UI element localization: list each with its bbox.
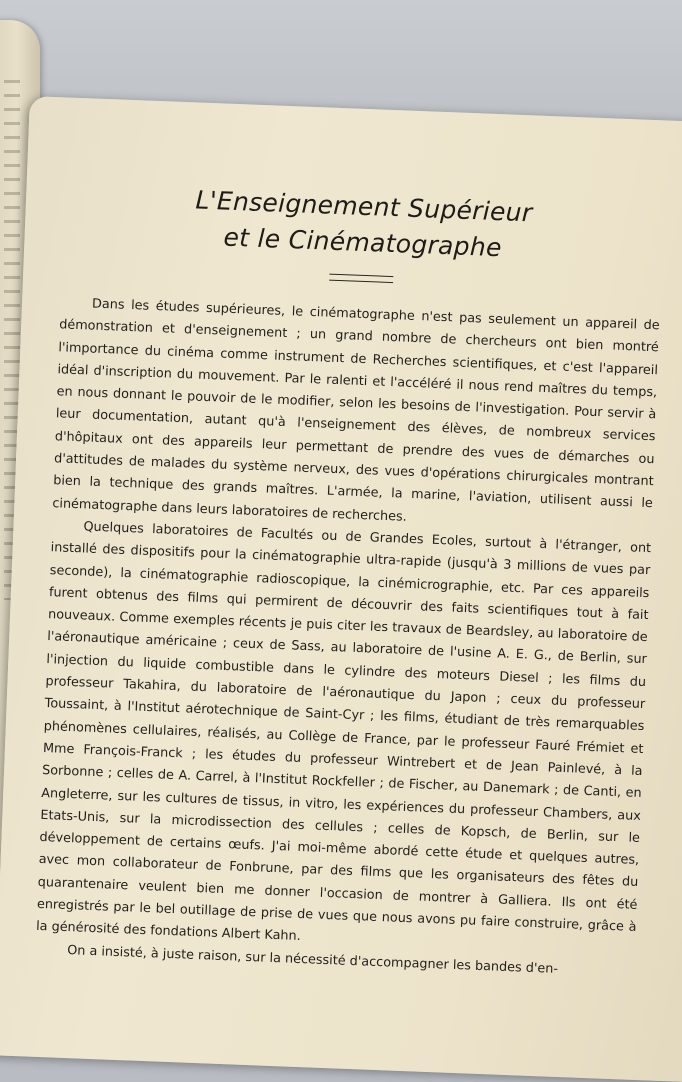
article-title xyxy=(62,177,664,272)
paragraph-3: On a insisté, à juste raison, sur la nécessité d'accompagner les bandes d'en- xyxy=(66,942,559,977)
title-line-1: L'Enseignement Supérieur xyxy=(195,185,533,228)
paragraph-2: Quelques laboratoires de Facultés ou de Grandes Ecoles, surtout à l'étranger, ont installé des dispositifs pour la cinématographie ultra-rapide (jusqu'à 3 millions de vues par seconde), la cinématographie radioscopique, la cinémicrographie, etc. Par ces appareils furent obtenus des films qui permirent de découvrir des faits scientifiques tout à fait nouveaux. Comme exemples récents je puis citer les travaux de Beardsley, au laboratoire de l'aéronautique américaine ; ceux de Sass, au laboratoire de l'usine A. E. G., de Berlin, sur l'injection du liquide combustible dans le cylindre des moteurs Diesel ; les films du professeur Takahira, du laboratoire de l'aéronautique du Japon ; ceux du professeur Toussaint, à l'Institut aérotechnique de Saint-Cyr ; les films, étudiant de très remarquables phénomènes cellulaires, réalisés, au Collège de France, par le professeur Fauré Frémiet et Mme François-Franck ; les études du professeur Wintrebert et de Jean Painlevé, à la Sorbonne ; celles de A. Carrel, à l'Institut Rockfeller ; de Fischer, au Danemark ; de Canti, en Angleterre, sur les cultures de tissus, in vitro, les expériences du professeur Chambers, aux Etats-Unis, sur la microdissection des cellules ; celles de Kopsch, de Berlin, sur le développement de certains œufs. J'ai moi-même abordé cette étude et quelques autres, avec mon collaborateur de Fonbrune, par des films que les organisateurs des fêtes du quarantenaire veulent bien me donner l'occasion de montrer à Galliera. Ils ont été enregistrés par le bel outillage de prise de vues que nous avons pu faire construire, grâce à la générosité des fondations Albert Kahn. xyxy=(35,519,652,945)
book-page xyxy=(0,96,682,1082)
title-line-2: et le Cinématographe xyxy=(222,222,503,263)
paragraph-1: Dans les études supérieures, le cinématographe n'est pas seulement un appareil de démonstration et d'enseignement ; un grand nombre de chercheurs ont bien montré l'importance du cinéma comme instrument de Recherches scientifiques, et c'est l'appareil idéal d'inscription du mouvement. Par le ralenti et l'accéléré il nous rend maîtres du temps, en nous donnant le pouvoir de le modifier, selon les besoins de l'investigation. Pour servir à leur documentation, autant qu'à l'enseignement des élèves, de nombreux services d'hôpitaux ont des appareils leur permettant de prendre des vues de démarches ou d'attitudes de malades du système nerveux, des vues d'opérations chirurgicales montrant bien la technique des grands maîtres. L'armée, la marine, l'aviation, utilisent aussi le cinématographe dans leurs laboratoires de recherches. xyxy=(52,296,660,525)
title-double-rule xyxy=(329,274,393,283)
page-content xyxy=(35,97,668,983)
article-body xyxy=(35,292,660,983)
